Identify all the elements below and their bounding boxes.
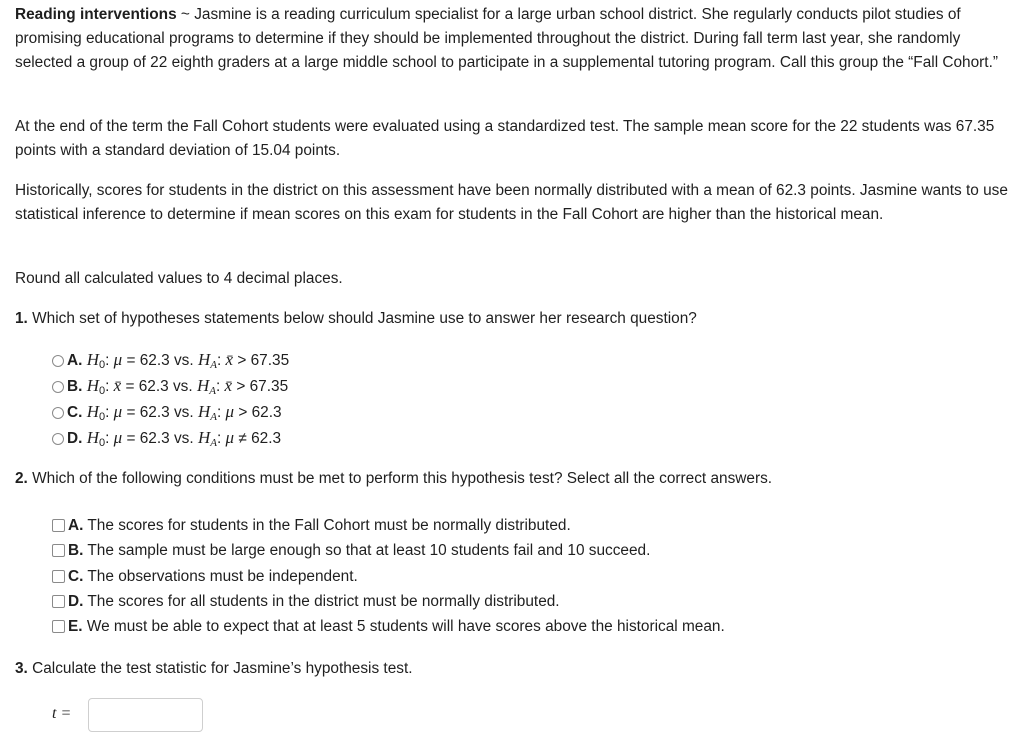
context-paragraph: At the end of the term the Fall Cohort students were evaluated using a standardized test. The sample mean score for the 22 students was 67.35 points with a standard deviation of 15.04 points. — [15, 118, 995, 159]
option-text: The sample must be large enough so that at least 10 students fail and 10 succeed. — [87, 542, 651, 559]
h-symbol: H — [197, 428, 211, 447]
intro-separator: ~ — [180, 6, 190, 23]
q2-option-a[interactable] — [52, 514, 571, 538]
h0-subscript: 0 — [98, 437, 106, 449]
q2-option-e[interactable] — [52, 615, 725, 639]
q1-option-d[interactable]: D. $H_0$: μ = 62.3 vs. HA: μ ≠ 62.3 — [52, 426, 281, 450]
h-symbol: H — [86, 428, 99, 447]
q2-prompt — [15, 467, 1010, 491]
h0-value: = 62.3 vs. — [126, 404, 194, 421]
ha-parameter: x̄ — [225, 350, 234, 369]
ha-parameter: μ — [225, 402, 235, 421]
h-symbol: H — [86, 376, 99, 395]
h0-parameter: μ — [113, 402, 123, 421]
checkbox-c[interactable] — [52, 570, 65, 583]
h-symbol: H — [86, 350, 99, 369]
h0-parameter: μ — [113, 350, 123, 369]
ha-subscript: A — [210, 359, 217, 371]
q1-option-a[interactable]: A. $H_0$: μ = 62.3 vs. HA: x̄ > 67.35 — [52, 348, 289, 372]
checkbox-e[interactable] — [52, 620, 65, 633]
checkbox-a[interactable] — [52, 519, 65, 532]
option-letter: B. — [67, 378, 83, 395]
h-symbol: H — [196, 376, 210, 395]
option-letter: B. — [68, 542, 84, 559]
q3-prompt — [15, 657, 1010, 681]
ha-value: 67.35 — [250, 352, 290, 369]
radio-a[interactable] — [52, 355, 64, 367]
option-text: The scores for all students in the district must be normally distributed. — [87, 593, 560, 610]
q1-option-c[interactable]: C. $H_0$: μ = 62.3 vs. HA: μ > 62.3 — [52, 400, 282, 424]
ha-value: 62.3 — [251, 430, 282, 447]
q2-option-c[interactable] — [52, 565, 358, 589]
intro-text: Jasmine is a reading curriculum specialist for a large urban school district. She regularly conducts pilot studies of promising educational programs to determine if they should be implemented throughout the district. During fall term last year, she randomly selected a group of 22 eighth graders at a large middle school to participate in a supplemental tutoring program. Call this group the “Fall Cohort.” — [15, 6, 998, 71]
option-text: We must be able to expect that at least 5 students will have scores above the historical mean. — [86, 618, 725, 635]
h0-value: = 62.3 vs. — [126, 352, 194, 369]
ha-value: 67.35 — [249, 378, 289, 395]
option-letter: E. — [68, 618, 83, 635]
ha-operator: > — [238, 404, 248, 421]
option-letter: D. — [68, 593, 84, 610]
q2-option-d[interactable] — [52, 590, 560, 614]
q1-number: 1. — [15, 310, 28, 327]
option-letter: A. — [67, 352, 83, 369]
q3-number: 3. — [15, 660, 28, 677]
h-symbol: H — [86, 402, 99, 421]
h-symbol: H — [197, 350, 211, 369]
ha-value: 62.3 — [251, 404, 282, 421]
h0-subscript: 0 — [98, 411, 106, 423]
ha-parameter: μ — [225, 428, 235, 447]
ha-subscript: A — [210, 437, 217, 449]
option-text: The observations must be independent. — [87, 568, 358, 585]
h0-value: = 62.3 vs. — [126, 430, 194, 447]
q2-option-b[interactable] — [52, 539, 650, 563]
ha-parameter: x̄ — [224, 376, 233, 395]
ha-operator: > — [236, 378, 246, 395]
q1-text: Which set of hypotheses statements below should Jasmine use to answer her research question? — [32, 310, 697, 327]
h0-parameter: μ — [113, 428, 123, 447]
ha-subscript: A — [209, 385, 216, 397]
q1-option-b[interactable]: B. $H_0$: x̄ = 62.3 vs. HA: x̄ > 67.35 — [52, 374, 288, 398]
t-statistic-input[interactable] — [88, 698, 203, 732]
t-statistic-label: t = — [52, 705, 72, 722]
option-text: The scores for students in the Fall Cohort must be normally distributed. — [87, 517, 571, 534]
intro-paragraph — [15, 3, 1010, 75]
h0-subscript: 0 — [98, 359, 106, 371]
radio-b[interactable] — [52, 381, 64, 393]
q3-text: Calculate the test statistic for Jasmine’s hypothesis test. — [32, 660, 413, 677]
q2-number: 2. — [15, 470, 28, 487]
h0-subscript: 0 — [98, 385, 106, 397]
option-letter: A. — [68, 517, 84, 534]
h0-value: = 62.3 vs. — [125, 378, 193, 395]
q2-text: Which of the following conditions must be met to perform this hypothesis test? Select all the correct answers. — [32, 470, 773, 487]
option-letter: D. — [67, 430, 83, 447]
intro-title: Reading interventions — [15, 6, 177, 23]
ha-operator: ≠ — [238, 430, 247, 447]
q1-prompt — [15, 307, 1010, 331]
ha-operator: > — [237, 352, 247, 369]
radio-d[interactable] — [52, 433, 64, 445]
option-letter: C. — [67, 404, 83, 421]
h-symbol: H — [197, 402, 211, 421]
rounding-note: Round all calculated values to 4 decimal places. — [15, 270, 343, 287]
ha-subscript: A — [210, 411, 217, 423]
radio-c[interactable] — [52, 407, 64, 419]
h0-parameter: x̄ — [113, 376, 122, 395]
history-paragraph: Historically, scores for students in the district on this assessment have been normally distributed with a mean of 62.3 points. Jasmine wants to use statistical inference to determine if mean scores on this exam for students in the Fall Cohort are higher than the historical mean. — [15, 182, 1008, 223]
option-letter: C. — [68, 568, 84, 585]
checkbox-d[interactable] — [52, 595, 65, 608]
checkbox-b[interactable] — [52, 544, 65, 557]
